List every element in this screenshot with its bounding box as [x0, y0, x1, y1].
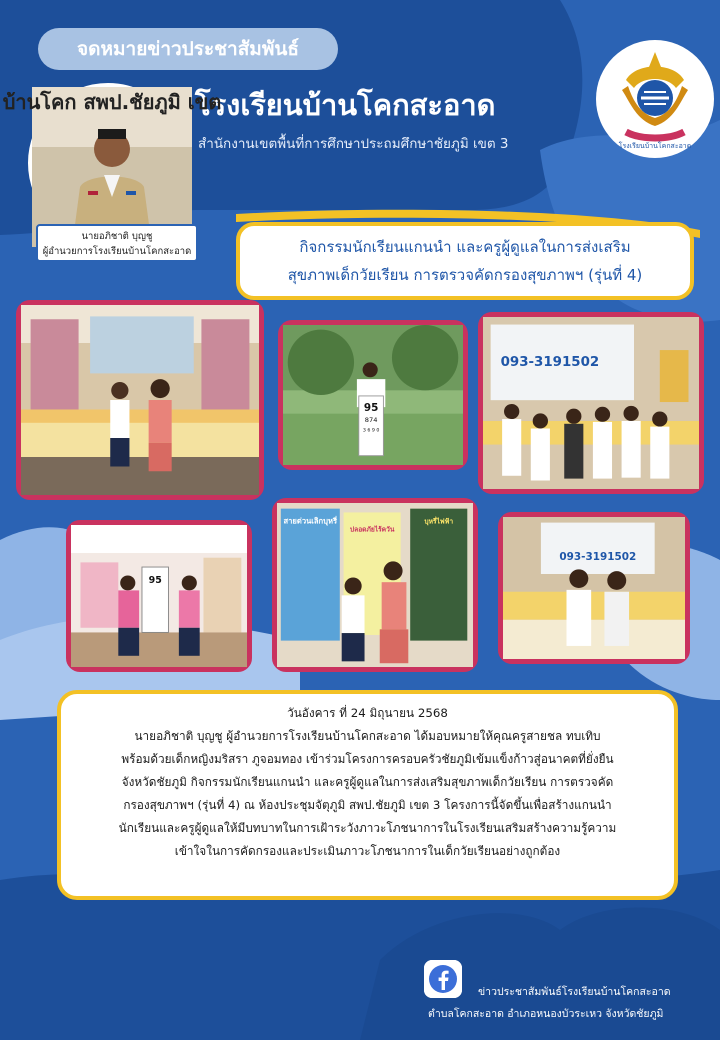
poster-ecig: บุหรี่ไฟฟ้า — [424, 517, 454, 526]
news-line-3: จังหวัดชัยภูมิ กิจกรรมนักเรียนแกนนำ และครูผู้ดูแลในการส่งเสริมสุขภาพเด็กวัยเรียน การตรวจคัด — [121, 775, 614, 789]
eye-chart-row: 3 6 9 0 — [362, 428, 380, 434]
poster-smokefree: ปลอดภัยไร้ควัน — [349, 525, 395, 534]
photo-eye-test-indoor — [66, 520, 252, 672]
eye-chart-indoor: 95 — [148, 574, 162, 586]
projector-phone-number: 093-3191502 — [500, 355, 600, 371]
director-banner-text: บ้านโคก สพป.ชัยภูมิ เขต — [2, 90, 222, 114]
director-position: ผู้อำนวยการโรงเรียนบ้านโคกสะอาด — [42, 246, 192, 257]
news-line-4: กรองสุขภาพฯ (รุ่นที่ 4) ณ ห้องประชุมจัตุภูมิ สพป.ชัยภูมิ เขต 3 โครงการนี้จัดขึ้นเพื่อสร้างแกนนำ — [123, 798, 612, 812]
logo-caption: โรงเรียนบ้านโคกสะอาด — [618, 142, 692, 150]
news-date: วันอังคาร ที่ 24 มิถุนายน 2568 — [287, 706, 448, 720]
activity-line-2: สุขภาพเด็กวัยเรียน การตรวจคัดกรองสุขภาพฯ (รุ่นที่ 4) — [287, 266, 643, 284]
director-name: นายอภิชาติ บุญชู — [81, 231, 153, 242]
photo-group-projector — [478, 312, 704, 494]
projector-phone-number-2: 093-3191502 — [559, 551, 637, 563]
news-article — [57, 690, 678, 900]
school-logo — [596, 40, 714, 158]
eye-chart-top: 95 — [363, 401, 379, 414]
activity-line-1: กิจกรรมนักเรียนแกนนำ และครูผู้ดูแลในการส่งเสริม — [299, 238, 631, 256]
director-portrait — [2, 83, 222, 243]
eye-chart-mid: 874 — [364, 416, 378, 425]
education-office: สำนักงานเขตพื้นที่การศึกษาประถมศึกษาชัยภูมิ เขต 3 — [198, 136, 509, 152]
photo-certificate — [498, 512, 690, 664]
facebook-icon[interactable] — [424, 960, 462, 998]
footer-page-name: ข่าวประชาสัมพันธ์โรงเรียนบ้านโคกสะอาด — [478, 986, 671, 998]
news-line-1: นายอภิชาติ บุญชู ผู้อำนวยการโรงเรียนบ้านโคกสะอาด ได้มอบหมายให้คุณครูสายชล ทบเทิบ — [134, 729, 601, 743]
activity-heading — [236, 222, 694, 300]
newsletter-tag: จดหมายข่าวประชาสัมพันธ์ — [38, 28, 338, 70]
news-line-5: นักเรียนและครูผู้ดูแลให้มีบทบาทในการเฝ้าระวังภาวะโภชนาการในโรงเรียนเสริมสร้างความรู้ความ — [118, 821, 617, 835]
director-label — [36, 224, 198, 262]
news-line-6: เข้าใจในการคัดกรองและประเมินภาวะโภชนาการในเด็กวัยเรียนอย่างถูกต้อง — [174, 844, 561, 858]
photo-eye-chart-outdoor — [278, 320, 468, 470]
news-line-2: พร้อมด้วยเด็กหญิงมริสรา ภูจอมทอง เข้าร่วมโครงการครอบครัวชัยภูมิเข้มแข็งก้าวสู่อนาคตที่ยั่งยืน — [121, 752, 614, 766]
poster-hotline: สายด่วนเลิกบุหรี่ — [283, 516, 338, 526]
school-name: โรงเรียนบ้านโคกสะอาด — [195, 88, 496, 122]
photo-health-posters — [272, 498, 478, 672]
footer-address: ตำบลโคกสะอาด อำเภอหนองบัวระเหว จังหวัดชัยภูมิ — [428, 1008, 664, 1020]
photo-meeting-hall — [16, 300, 264, 500]
